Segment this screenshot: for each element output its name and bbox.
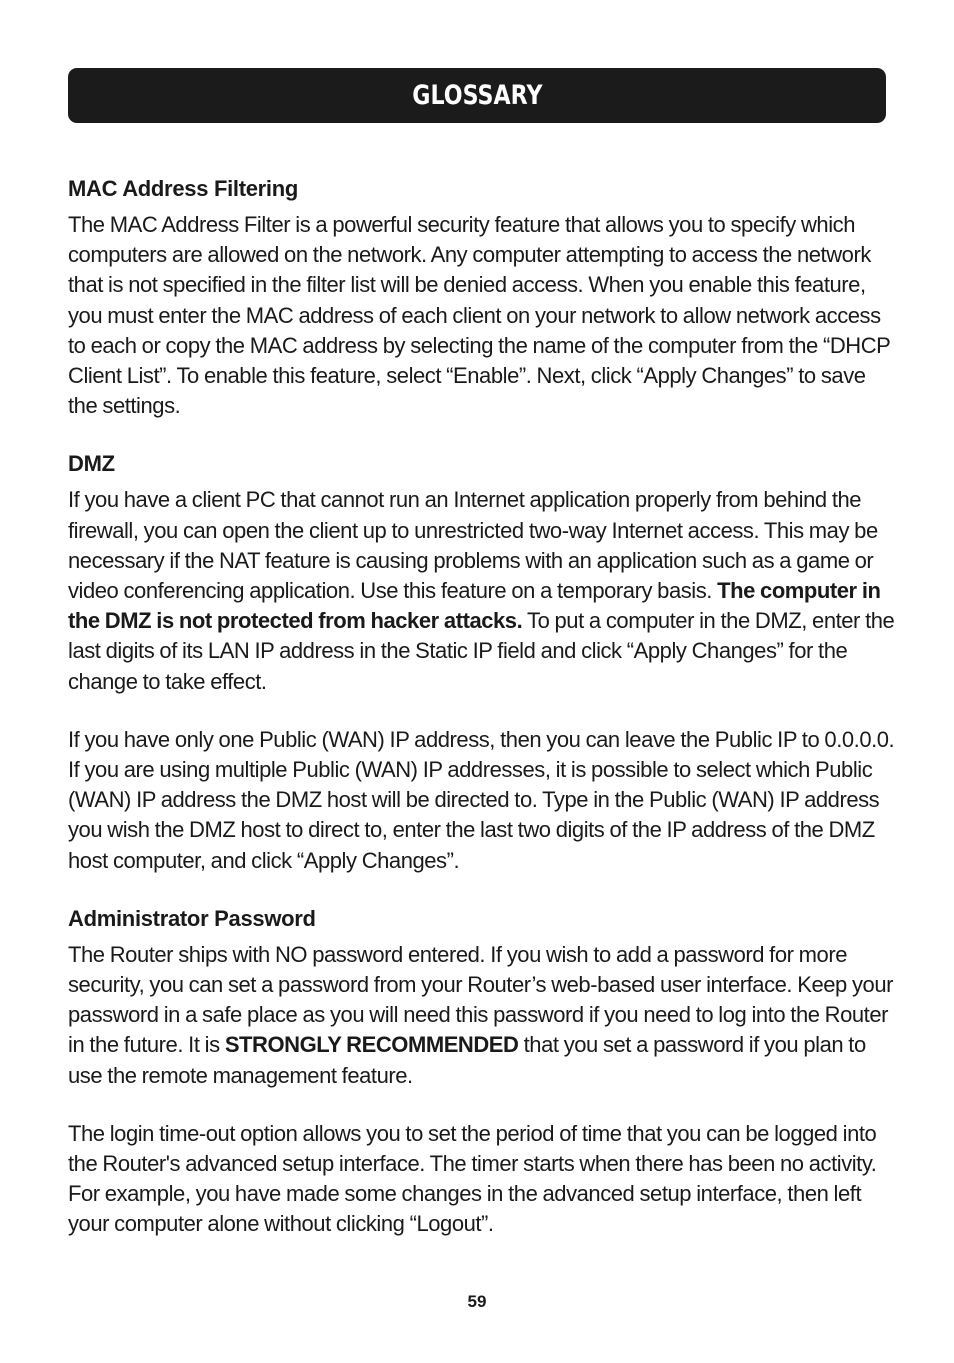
section-mac-address-filtering — [68, 174, 898, 421]
section-administrator-password — [68, 904, 898, 1240]
section-dmz — [68, 449, 898, 875]
glossary-content — [68, 174, 898, 1240]
paragraph-text: The MAC Address Filter is a powerful security feature that allows you to specify which computers are allowed on the network. Any computer attempting to access the network that is not specified in the filter list will be denied access. When you enable this feature, you must enter the MAC address of each client on your network to allow network access to each or copy the MAC address by selecting the name of the computer from the “DHCP Client List”. To enable this feature, select “Enable”. Next, click “Apply Changes” to save the settings. — [68, 212, 890, 419]
page-number: 59 — [467, 1292, 487, 1311]
paragraph-text: To put a computer in the DMZ, enter the last digits of its LAN IP address in the Static IP field and click “Apply Changes” for the change to take effect. — [68, 608, 895, 694]
section-heading: DMZ — [68, 451, 115, 477]
glossary-header-bar — [68, 68, 886, 123]
section-heading: Administrator Password — [68, 905, 316, 931]
paragraph — [68, 485, 898, 696]
bold-emphasis-text: STRONGLY RECOMMENDED — [224, 1032, 519, 1058]
paragraph-text: The login time-out option allows you to set the period of time that you can be logged into the Router's advanced setup interface. The timer starts when there has been no activity. For example, you have made some changes in the advanced setup interface, then left your computer alone without clicking “Logout”. — [68, 1120, 877, 1237]
paragraph-text: If you have a client PC that cannot run an Internet application properly from behind the firewall, you can open the client up to unrestricted two-way Internet access. This may be necessary if the NAT feature is causing problems with an application such as a game or video conferencing application. Use this feature on a temporary basis. — [68, 487, 878, 604]
bold-warning-text: The computer in the DMZ is not protected from hacker attacks. — [68, 578, 881, 634]
paragraph — [68, 1119, 898, 1240]
section-heading: MAC Address Filtering — [68, 176, 299, 201]
paragraph — [68, 210, 898, 421]
paragraph — [68, 725, 898, 876]
paragraph-text: The Router ships with NO password entered. If you wish to add a password for more security, you can set a password from your Router’s web-based user interface. Keep your password in a safe place as you will need this password if you need to log into the Router in the future. It is — [68, 941, 893, 1058]
paragraph — [68, 940, 898, 1091]
page-title: GLOSSARY — [411, 80, 543, 111]
paragraph-text: If you have only one Public (WAN) IP address, then you can leave the Public IP to 0.0.0.0. If you are using multiple Public (WAN) IP addresses, it is possible to select which Public (WAN) IP address the DMZ host will be directed to. Type in the Public (WAN) IP address you wish the DMZ host to direct to, enter the last two digits of the IP address of the DMZ host computer, and click “Apply Changes”. — [68, 726, 895, 873]
paragraph-text: that you set a password if you plan to use the remote management feature. — [68, 1032, 866, 1088]
